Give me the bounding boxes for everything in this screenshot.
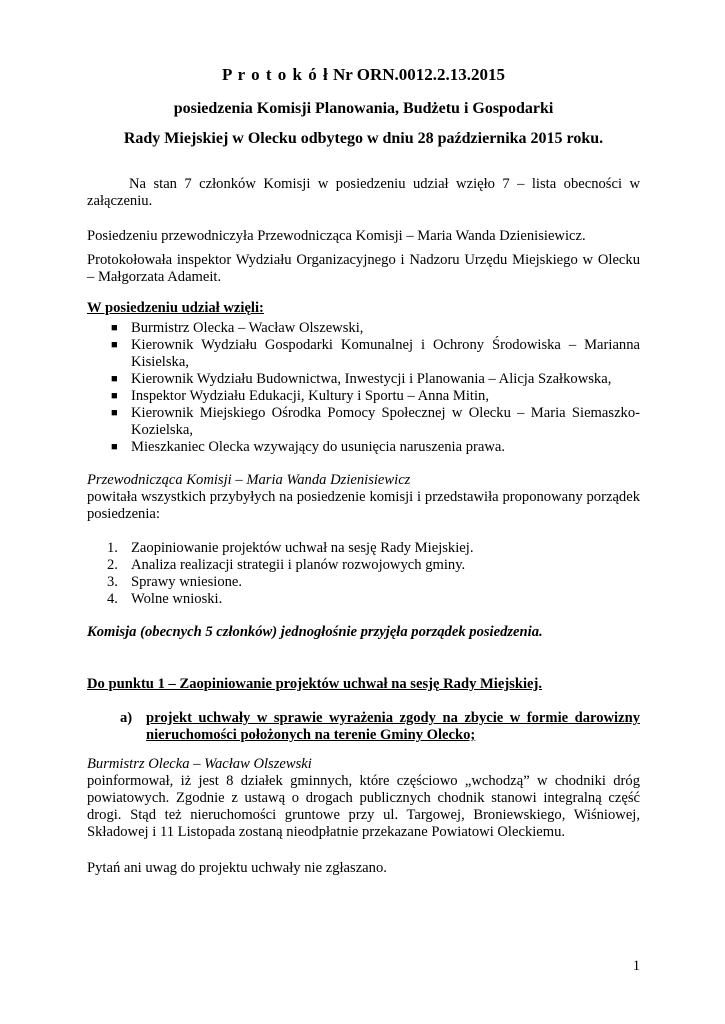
subtitle-line-1: posiedzenia Komisji Planowania, Budżetu i Gospodarki xyxy=(173,100,554,117)
attendance-paragraph: Na stan 7 członków Komisji w posiedzeniu udział wzięło 7 – lista obecności w załączeniu. xyxy=(87,176,640,209)
list-item: ■ Kierownik Wydziału Gospodarki Komunalnej i Ochrony Środowiska – Marianna Kisielska, xyxy=(111,337,640,370)
subitem-label: a) xyxy=(120,710,133,726)
bullet-icon: ■ xyxy=(111,322,118,334)
protocol-title xyxy=(87,66,640,83)
agenda-list-container xyxy=(87,540,640,608)
agenda-list xyxy=(87,540,640,608)
agenda-decision: Komisja (obecnych 5 członków) jednogłośnie przyjęła porządek posiedzenia. xyxy=(87,624,543,640)
chair-paragraph: Posiedzeniu przewodniczyła Przewodnicząca Komisji – Maria Wanda Dzienisiewicz. xyxy=(87,228,586,244)
subitem-text: projekt uchwały w sprawie wyrażenia zgody na zbycie w formie darowizny nieruchomości położonych na terenie Gminy Olecko; xyxy=(146,710,640,743)
point1-heading: Do punktu 1 – Zaopiniowanie projektów uchwał na sesję Rady Miejskiej. xyxy=(87,676,543,692)
participants-list xyxy=(87,320,640,456)
participants-heading: W posiedzeniu udział wzięli: xyxy=(87,300,264,316)
point1-body: poinformował, iż jest 8 działek gminnych, które częściowo „wchodzą” w chodniki dróg powiatowych. Zgodnie z ustawą o drogach publicznych chodnik stanowi integralną część drogi. Stąd też nieruchomości gruntowe przy ul. Targowej, Broniewskiego, Wiśniowej, Składowej i 11 Listopada zostaną nieodpłatnie przekazane Powiatowi Oleckiemu. xyxy=(87,773,640,840)
point1-no-questions: Pytań ani uwag do projektu uchwały nie zgłaszano. xyxy=(87,860,387,876)
point1-subitem xyxy=(120,710,640,744)
bullet-icon: ■ xyxy=(111,407,118,419)
list-item: 2. Analiza realizacji strategii i planów rozwojowych gminy. xyxy=(107,557,466,573)
protocol-title-word: P r o t o k ó ł xyxy=(221,65,329,84)
bullet-icon: ■ xyxy=(111,441,118,453)
protocol-number: Nr ORN.0012.2.13.2015 xyxy=(332,65,506,84)
bullet-icon: ■ xyxy=(111,339,118,351)
list-item: 3. Sprawy wniesione. xyxy=(107,574,243,590)
list-item: 4. Wolne wnioski. xyxy=(107,591,223,607)
list-item: ■ Inspektor Wydziału Edukacji, Kultury i Sportu – Anna Mitin, xyxy=(111,388,489,404)
list-item: ■ Mieszkaniec Olecka wzywający do usunięcia naruszenia prawa. xyxy=(111,439,505,455)
bullet-icon: ■ xyxy=(111,390,118,402)
agenda-speaker: Przewodnicząca Komisji – Maria Wanda Dzienisiewicz xyxy=(87,472,411,488)
subtitle-line-2: Rady Miejskiej w Olecku odbytego w dniu 28 października 2015 roku. xyxy=(123,130,604,147)
recorder-paragraph: Protokołowała inspektor Wydziału Organizacyjnego i Nadzoru Urzędu Miejskiego w Olecku – Małgorzata Adameit. xyxy=(87,252,640,285)
list-item: ■ Burmistrz Olecka – Wacław Olszewski, xyxy=(111,320,364,336)
list-item: ■ Kierownik Miejskiego Ośrodka Pomocy Społecznej w Olecku – Maria Siemaszko-Kozielska, xyxy=(111,405,640,438)
participants-list-container xyxy=(87,320,640,456)
point1-speaker: Burmistrz Olecka – Wacław Olszewski xyxy=(87,756,312,772)
list-item: 1. Zaopiniowanie projektów uchwał na sesję Rady Miejskiej. xyxy=(107,540,474,556)
agenda-intro: powitała wszystkich przybyłych na posiedzenie komisji i przedstawiła proponowany porządek posiedzenia: xyxy=(87,489,640,522)
page-number: 1 xyxy=(632,958,640,974)
list-item: ■ Kierownik Wydziału Budownictwa, Inwestycji i Planowania – Alicja Szałkowska, xyxy=(111,371,612,387)
bullet-icon: ■ xyxy=(111,373,118,385)
